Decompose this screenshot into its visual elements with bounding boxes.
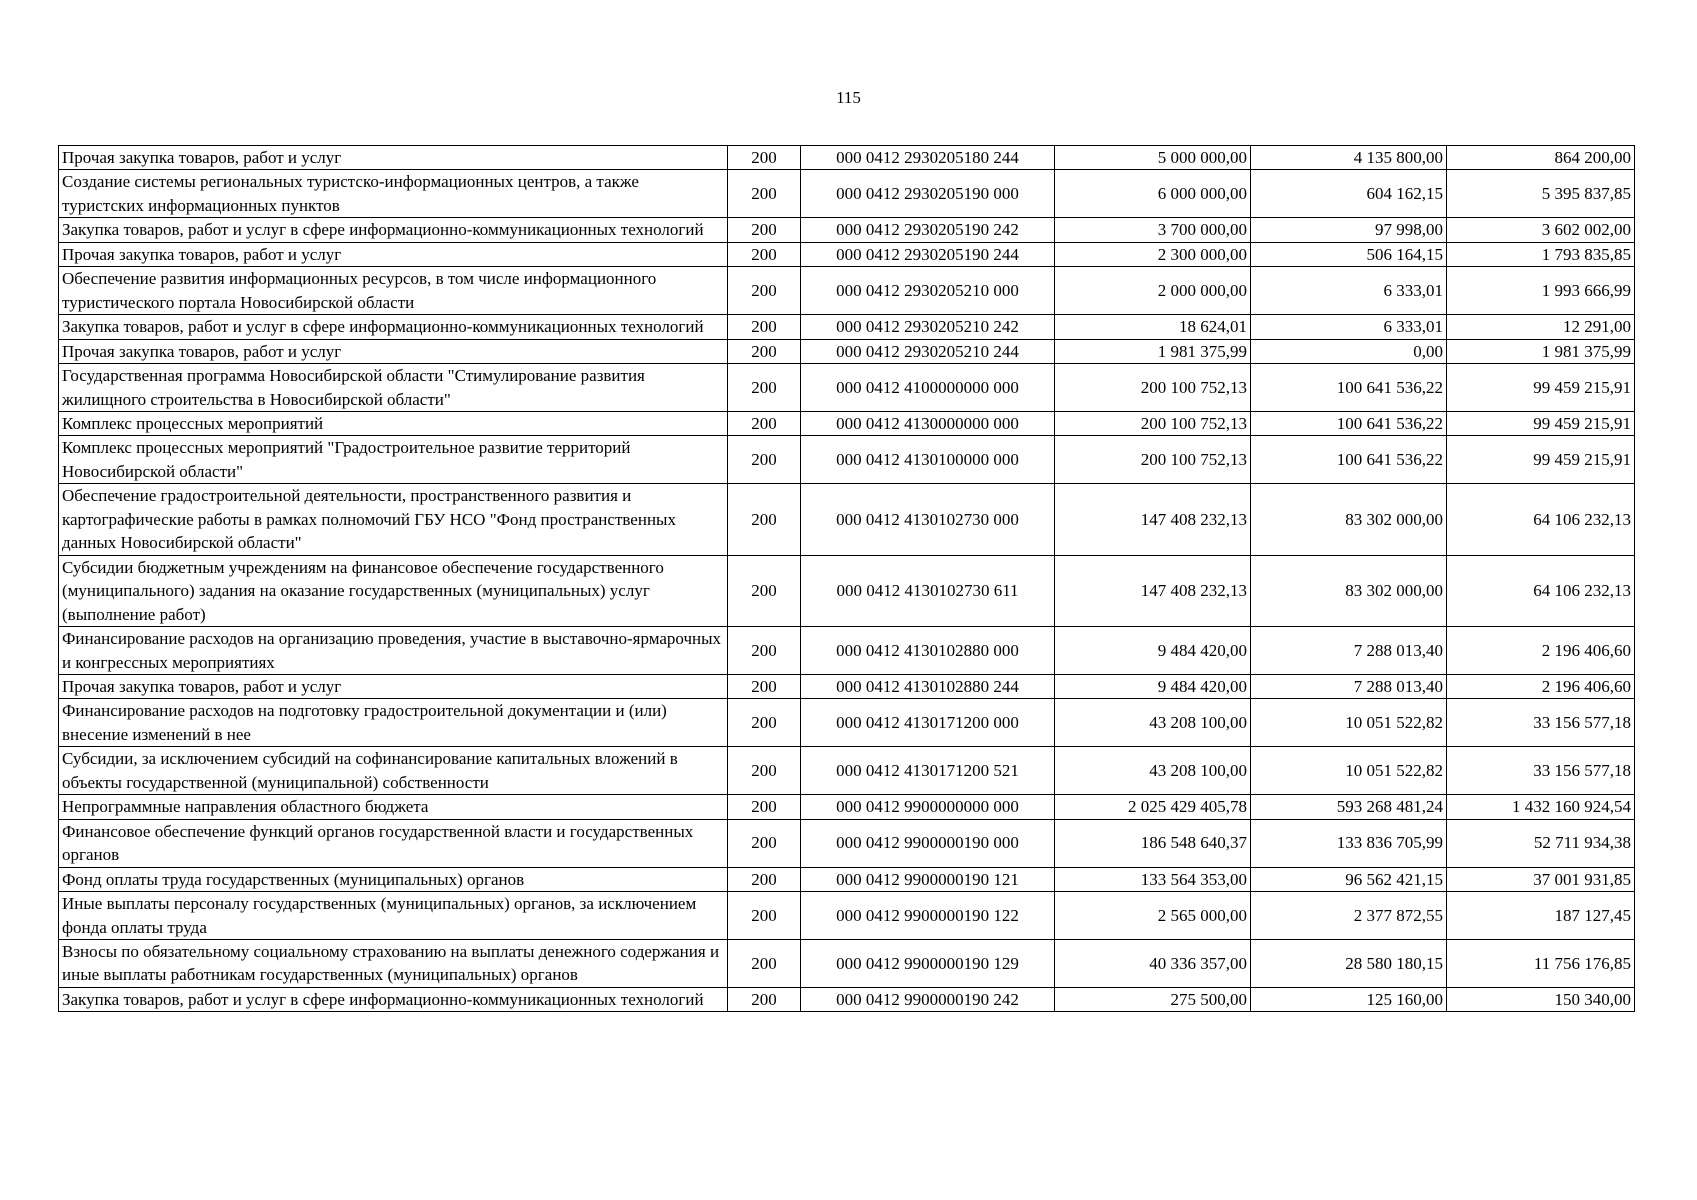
unexecuted-amount-cell: 11 756 176,85 [1447, 939, 1635, 987]
expense-name-cell: Взносы по обязательному социальному страхованию на выплаты денежного содержания и иные выплаты работникам государственных (муниципальных) органов [59, 939, 728, 987]
approved-amount-cell: 2 565 000,00 [1055, 892, 1251, 940]
table-row [59, 242, 1635, 266]
line-code-cell: 200 [728, 819, 801, 867]
expense-name-cell: Комплекс процессных мероприятий [59, 411, 728, 435]
line-code-cell: 200 [728, 867, 801, 891]
expense-name-cell: Прочая закупка товаров, работ и услуг [59, 146, 728, 170]
executed-amount-cell: 100 641 536,22 [1251, 364, 1447, 412]
executed-amount-cell: 604 162,15 [1251, 170, 1447, 218]
budget-classification-cell: 000 0412 4100000000 000 [801, 364, 1055, 412]
approved-amount-cell: 133 564 353,00 [1055, 867, 1251, 891]
executed-amount-cell: 7 288 013,40 [1251, 627, 1447, 675]
line-code-cell: 200 [728, 795, 801, 819]
unexecuted-amount-cell: 33 156 577,18 [1447, 747, 1635, 795]
budget-classification-cell: 000 0412 4130102730 611 [801, 555, 1055, 626]
table-row [59, 892, 1635, 940]
table-row [59, 795, 1635, 819]
table-row [59, 146, 1635, 170]
budget-classification-cell: 000 0412 2930205190 000 [801, 170, 1055, 218]
executed-amount-cell: 0,00 [1251, 339, 1447, 363]
approved-amount-cell: 147 408 232,13 [1055, 555, 1251, 626]
budget-table-body [59, 146, 1635, 1012]
expense-name-cell: Обеспечение градостроительной деятельности, пространственного развития и картографические работы в рамках полномочий ГБУ НСО "Фонд пространственных данных Новосибирской области" [59, 484, 728, 555]
table-row [59, 819, 1635, 867]
executed-amount-cell: 133 836 705,99 [1251, 819, 1447, 867]
budget-classification-cell: 000 0412 9900000190 000 [801, 819, 1055, 867]
table-row [59, 699, 1635, 747]
executed-amount-cell: 83 302 000,00 [1251, 484, 1447, 555]
table-row [59, 364, 1635, 412]
expense-name-cell: Закупка товаров, работ и услуг в сфере информационно-коммуникационных технологий [59, 987, 728, 1011]
expense-name-cell: Прочая закупка товаров, работ и услуг [59, 674, 728, 698]
unexecuted-amount-cell: 1 432 160 924,54 [1447, 795, 1635, 819]
table-row [59, 747, 1635, 795]
approved-amount-cell: 40 336 357,00 [1055, 939, 1251, 987]
approved-amount-cell: 43 208 100,00 [1055, 747, 1251, 795]
table-row [59, 987, 1635, 1011]
line-code-cell: 200 [728, 411, 801, 435]
expense-name-cell: Субсидии бюджетным учреждениям на финансовое обеспечение государственного (муниципального) задания на оказание государственных (муниципальных) услуг (выполнение работ) [59, 555, 728, 626]
budget-classification-cell: 000 0412 2930205190 242 [801, 218, 1055, 242]
budget-classification-cell: 000 0412 2930205210 244 [801, 339, 1055, 363]
approved-amount-cell: 200 100 752,13 [1055, 411, 1251, 435]
unexecuted-amount-cell: 64 106 232,13 [1447, 555, 1635, 626]
unexecuted-amount-cell: 864 200,00 [1447, 146, 1635, 170]
executed-amount-cell: 4 135 800,00 [1251, 146, 1447, 170]
line-code-cell: 200 [728, 939, 801, 987]
expense-name-cell: Закупка товаров, работ и услуг в сфере информационно-коммуникационных технологий [59, 218, 728, 242]
budget-classification-cell: 000 0412 4130000000 000 [801, 411, 1055, 435]
budget-classification-cell: 000 0412 4130102880 000 [801, 627, 1055, 675]
budget-classification-cell: 000 0412 2930205210 000 [801, 267, 1055, 315]
budget-classification-cell: 000 0412 2930205190 244 [801, 242, 1055, 266]
table-row [59, 315, 1635, 339]
table-row [59, 267, 1635, 315]
expense-name-cell: Фонд оплаты труда государственных (муниципальных) органов [59, 867, 728, 891]
budget-classification-cell: 000 0412 9900000000 000 [801, 795, 1055, 819]
approved-amount-cell: 9 484 420,00 [1055, 627, 1251, 675]
executed-amount-cell: 97 998,00 [1251, 218, 1447, 242]
unexecuted-amount-cell: 187 127,45 [1447, 892, 1635, 940]
approved-amount-cell: 3 700 000,00 [1055, 218, 1251, 242]
executed-amount-cell: 7 288 013,40 [1251, 674, 1447, 698]
executed-amount-cell: 83 302 000,00 [1251, 555, 1447, 626]
approved-amount-cell: 2 300 000,00 [1055, 242, 1251, 266]
budget-classification-cell: 000 0412 4130100000 000 [801, 436, 1055, 484]
table-row [59, 939, 1635, 987]
approved-amount-cell: 2 025 429 405,78 [1055, 795, 1251, 819]
unexecuted-amount-cell: 99 459 215,91 [1447, 411, 1635, 435]
unexecuted-amount-cell: 12 291,00 [1447, 315, 1635, 339]
expense-name-cell: Закупка товаров, работ и услуг в сфере информационно-коммуникационных технологий [59, 315, 728, 339]
approved-amount-cell: 200 100 752,13 [1055, 436, 1251, 484]
table-row [59, 867, 1635, 891]
unexecuted-amount-cell: 37 001 931,85 [1447, 867, 1635, 891]
line-code-cell: 200 [728, 892, 801, 940]
table-row [59, 674, 1635, 698]
unexecuted-amount-cell: 64 106 232,13 [1447, 484, 1635, 555]
expense-name-cell: Прочая закупка товаров, работ и услуг [59, 339, 728, 363]
budget-classification-cell: 000 0412 4130171200 521 [801, 747, 1055, 795]
approved-amount-cell: 147 408 232,13 [1055, 484, 1251, 555]
line-code-cell: 200 [728, 218, 801, 242]
line-code-cell: 200 [728, 555, 801, 626]
line-code-cell: 200 [728, 747, 801, 795]
budget-classification-cell: 000 0412 2930205210 242 [801, 315, 1055, 339]
table-row [59, 555, 1635, 626]
table-row [59, 170, 1635, 218]
unexecuted-amount-cell: 1 981 375,99 [1447, 339, 1635, 363]
line-code-cell: 200 [728, 674, 801, 698]
page-number: 115 [836, 88, 861, 107]
executed-amount-cell: 125 160,00 [1251, 987, 1447, 1011]
expense-name-cell: Финансовое обеспечение функций органов государственной власти и государственных органов [59, 819, 728, 867]
expense-name-cell: Субсидии, за исключением субсидий на софинансирование капитальных вложений в объекты государственной (муниципальной) собственности [59, 747, 728, 795]
line-code-cell: 200 [728, 170, 801, 218]
unexecuted-amount-cell: 33 156 577,18 [1447, 699, 1635, 747]
expense-name-cell: Прочая закупка товаров, работ и услуг [59, 242, 728, 266]
executed-amount-cell: 593 268 481,24 [1251, 795, 1447, 819]
unexecuted-amount-cell: 99 459 215,91 [1447, 436, 1635, 484]
line-code-cell: 200 [728, 699, 801, 747]
expense-name-cell: Финансирование расходов на организацию проведения, участие в выставочно-ярмарочных и конгрессных мероприятиях [59, 627, 728, 675]
unexecuted-amount-cell: 3 602 002,00 [1447, 218, 1635, 242]
approved-amount-cell: 2 000 000,00 [1055, 267, 1251, 315]
table-row [59, 436, 1635, 484]
unexecuted-amount-cell: 5 395 837,85 [1447, 170, 1635, 218]
line-code-cell: 200 [728, 146, 801, 170]
expense-name-cell: Создание системы региональных туристско-информационных центров, а также туристских информационных пунктов [59, 170, 728, 218]
approved-amount-cell: 6 000 000,00 [1055, 170, 1251, 218]
approved-amount-cell: 275 500,00 [1055, 987, 1251, 1011]
budget-classification-cell: 000 0412 4130171200 000 [801, 699, 1055, 747]
budget-classification-cell: 000 0412 2930205180 244 [801, 146, 1055, 170]
table-row [59, 411, 1635, 435]
approved-amount-cell: 18 624,01 [1055, 315, 1251, 339]
executed-amount-cell: 28 580 180,15 [1251, 939, 1447, 987]
executed-amount-cell: 6 333,01 [1251, 267, 1447, 315]
budget-classification-cell: 000 0412 9900000190 242 [801, 987, 1055, 1011]
executed-amount-cell: 100 641 536,22 [1251, 436, 1447, 484]
expense-name-cell: Государственная программа Новосибирской области "Стимулирование развития жилищного строительства в Новосибирской области" [59, 364, 728, 412]
line-code-cell: 200 [728, 242, 801, 266]
expense-name-cell: Финансирование расходов на подготовку градостроительной документации и (или) внесение изменений в нее [59, 699, 728, 747]
line-code-cell: 200 [728, 315, 801, 339]
budget-classification-cell: 000 0412 9900000190 122 [801, 892, 1055, 940]
executed-amount-cell: 10 051 522,82 [1251, 747, 1447, 795]
unexecuted-amount-cell: 52 711 934,38 [1447, 819, 1635, 867]
executed-amount-cell: 10 051 522,82 [1251, 699, 1447, 747]
approved-amount-cell: 43 208 100,00 [1055, 699, 1251, 747]
unexecuted-amount-cell: 150 340,00 [1447, 987, 1635, 1011]
unexecuted-amount-cell: 1 793 835,85 [1447, 242, 1635, 266]
approved-amount-cell: 186 548 640,37 [1055, 819, 1251, 867]
executed-amount-cell: 506 164,15 [1251, 242, 1447, 266]
approved-amount-cell: 5 000 000,00 [1055, 146, 1251, 170]
line-code-cell: 200 [728, 484, 801, 555]
expense-name-cell: Обеспечение развития информационных ресурсов, в том числе информационного туристического портала Новосибирской области [59, 267, 728, 315]
budget-classification-cell: 000 0412 9900000190 129 [801, 939, 1055, 987]
table-row [59, 218, 1635, 242]
executed-amount-cell: 2 377 872,55 [1251, 892, 1447, 940]
line-code-cell: 200 [728, 364, 801, 412]
expense-name-cell: Непрограммные направления областного бюджета [59, 795, 728, 819]
approved-amount-cell: 9 484 420,00 [1055, 674, 1251, 698]
budget-classification-cell: 000 0412 4130102880 244 [801, 674, 1055, 698]
line-code-cell: 200 [728, 627, 801, 675]
expense-name-cell: Комплекс процессных мероприятий "Градостроительное развитие территорий Новосибирской области" [59, 436, 728, 484]
budget-table [58, 145, 1635, 1012]
expense-name-cell: Иные выплаты персоналу государственных (муниципальных) органов, за исключением фонда оплаты труда [59, 892, 728, 940]
line-code-cell: 200 [728, 267, 801, 315]
executed-amount-cell: 6 333,01 [1251, 315, 1447, 339]
approved-amount-cell: 1 981 375,99 [1055, 339, 1251, 363]
table-row [59, 484, 1635, 555]
executed-amount-cell: 100 641 536,22 [1251, 411, 1447, 435]
line-code-cell: 200 [728, 987, 801, 1011]
approved-amount-cell: 200 100 752,13 [1055, 364, 1251, 412]
line-code-cell: 200 [728, 436, 801, 484]
table-row [59, 339, 1635, 363]
unexecuted-amount-cell: 99 459 215,91 [1447, 364, 1635, 412]
budget-classification-cell: 000 0412 4130102730 000 [801, 484, 1055, 555]
executed-amount-cell: 96 562 421,15 [1251, 867, 1447, 891]
budget-classification-cell: 000 0412 9900000190 121 [801, 867, 1055, 891]
unexecuted-amount-cell: 1 993 666,99 [1447, 267, 1635, 315]
table-row [59, 627, 1635, 675]
line-code-cell: 200 [728, 339, 801, 363]
unexecuted-amount-cell: 2 196 406,60 [1447, 674, 1635, 698]
unexecuted-amount-cell: 2 196 406,60 [1447, 627, 1635, 675]
